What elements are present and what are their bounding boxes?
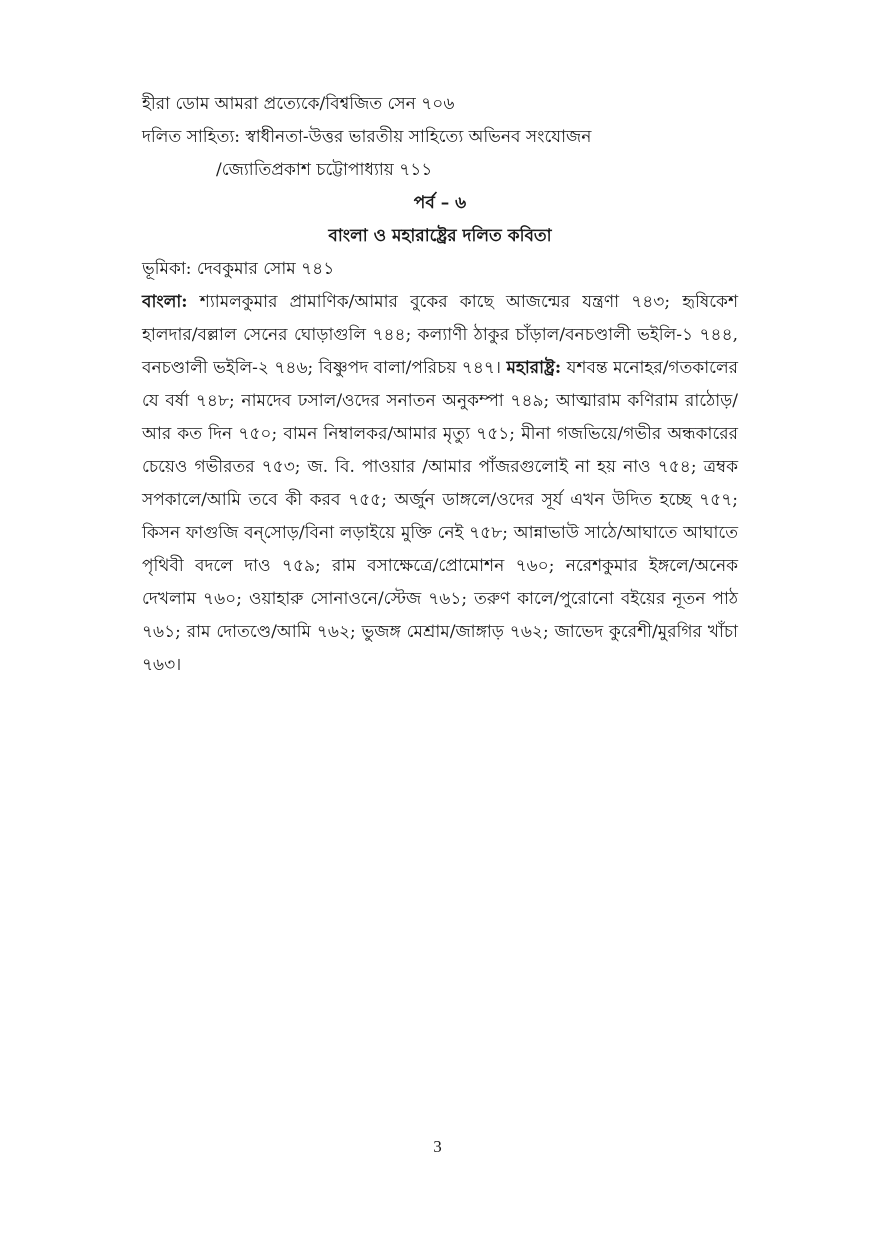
poems-list [142,286,738,682]
section-label-bangla: বাংলা: [142,292,188,312]
toc-entry: দলিত সাহিত্য: স্বাধীনতা-উত্তর ভারতীয় সাহিত্যে অভিনব সংযোজন [142,127,592,147]
section-label-maharashtra: মহারাষ্ট্র: [506,358,562,378]
bangla-poems: শ্যামলকুমার প্রামাণিক/আমার বুকের কাছে আজন্মের যন্ত্রণা ৭৪৩; হৃষিকেশ হালদার/বল্লাল সেনের ঘোড়াগুলি ৭৪৪; কল্যাণী ঠাকুর চাঁড়াল/বনচণ্ডালী ভইলি-১ ৭৪৪, বনচণ্ডালী ভইলি-২ ৭৪৬; বিষ্ণুপদ বালা/পরিচয় ৭৪৭। [142,292,738,378]
table-of-contents [142,88,738,682]
toc-entry: হীরা ডোম আমরা প্রত্যেকে/বিশ্বজিত সেন ৭০৬ [142,94,455,114]
part-title: বাংলা ও মহারাষ্ট্রের দলিত কবিতা [328,226,552,246]
toc-entry-author: /জ্যোতিপ্রকাশ চট্টোপাধ্যায় ৭১১ [216,160,433,180]
part-heading: পর্ব – ৬ [413,193,467,213]
introduction-entry: ভূমিকা: দেবকুমার সোম ৭৪১ [142,259,335,279]
maharashtra-poems: যশবন্ত মনোহর/গতকালের যে বর্ষা ৭৪৮; নামদেব ঢসাল/ওদের সনাতন অনুকম্পা ৭৪৯; আত্মারাম কণিরাম রাঠোড়/আর কত দিন ৭৫০; বামন নিম্বালকর/আমার মৃত্যু ৭৫১; মীনা গজভিয়ে/গভীর অন্ধকারের চেয়েও গভীরতর ৭৫৩; জ. বি. পাওয়ার /আমার পাঁজরগুলোই না হয় নাও ৭৫৪; ত্রম্বক সপকালে/আমি তবে কী করব ৭৫৫; অর্জুন ডাঙ্গলে/ওদের সূর্য এখন উদিত হচ্ছে ৭৫৭; কিসন ফাগুজি বন্‌সোড়/বিনা লড়াইয়ে মুক্তি নেই ৭৫৮; আন্নাভাউ সাঠে/আঘাতে আঘাতে পৃথিবী বদলে দাও ৭৫৯; রাম বসাক্ষেত্রে/প্রোমোশন ৭৬০; নরেশকুমার ইঙ্গলে/অনেক দেখলাম ৭৬০; ওয়াহারু সোনাওনে/স্টেজ ৭৬১; তরুণ কালে/পুরোনো বইয়ের নূতন পাঠ ৭৬১; রাম দোতণ্ডে/আমি ৭৬২; ভুজঙ্গ মেশ্রাম/জাঙ্গাড় ৭৬২; জাভেদ কুরেশী/মুরগির খাঁচা ৭৬৩। [142,358,738,675]
page-number: 3 [433,1137,442,1156]
